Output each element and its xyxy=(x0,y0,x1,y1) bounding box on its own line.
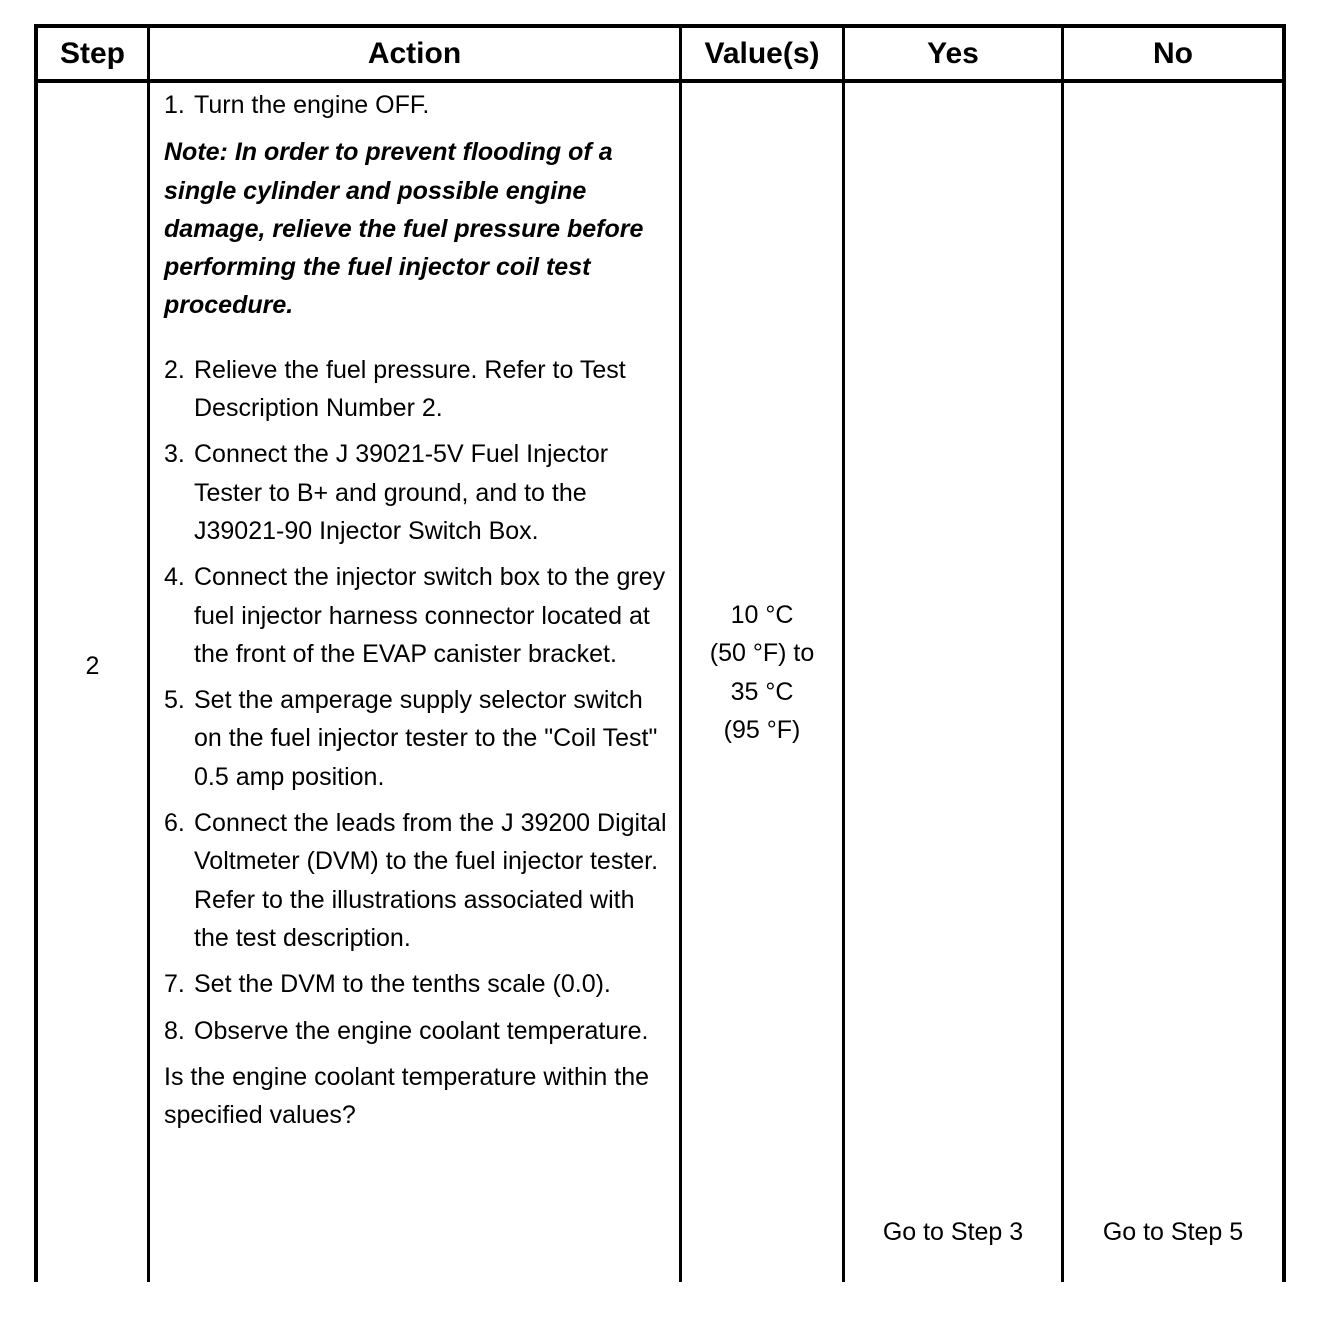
action-item xyxy=(164,435,669,550)
action-item xyxy=(164,558,669,673)
action-item-text: Set the DVM to the tenths scale (0.0). xyxy=(194,970,611,999)
action-item-number: 8. xyxy=(164,1016,185,1045)
header-divider xyxy=(34,79,1286,83)
warning-note: Note: In order to prevent flooding of a single cylinder and possible engine damage, relieve the fuel pressure before performing the fuel injector coil test procedure. xyxy=(164,138,644,320)
yes-result: Go to Step 3 xyxy=(882,1218,1024,1246)
value-line: (95 °F) xyxy=(723,715,801,744)
action-item-number: 7. xyxy=(164,970,185,999)
action-item xyxy=(164,804,669,957)
action-cell xyxy=(164,86,669,1134)
column-divider-yes xyxy=(1061,24,1064,1282)
no-result: Go to Step 5 xyxy=(1102,1218,1244,1246)
action-item-text: Turn the engine OFF. xyxy=(194,91,430,119)
action-item xyxy=(164,86,669,124)
action-item-number: 5. xyxy=(164,686,185,715)
action-item xyxy=(164,351,669,428)
action-item-text: Set the amperage supply selector switch on the fuel injector tester to the "Coil Test" 0.5 amp position. xyxy=(194,686,658,791)
action-item-text: Observe the engine coolant temperature. xyxy=(194,1016,649,1045)
table-right-border xyxy=(1282,24,1286,1282)
step-number: 2 xyxy=(85,652,100,680)
value-line: (50 °F) to xyxy=(709,639,815,668)
header-action: Action xyxy=(367,36,462,70)
action-item-number: 6. xyxy=(164,809,185,838)
value-line: 35 °C xyxy=(730,677,794,706)
diagnostic-table xyxy=(34,24,1286,1282)
action-item-text: Relieve the fuel pressure. Refer to Test Description Number 2. xyxy=(194,355,626,423)
header-no: No xyxy=(1153,36,1193,70)
action-item xyxy=(164,1012,669,1050)
action-items-list xyxy=(164,351,669,1050)
column-divider-step xyxy=(147,24,150,1282)
action-item-number: 3. xyxy=(164,440,185,469)
action-item-number: 1. xyxy=(164,91,185,119)
action-item-number: 4. xyxy=(164,563,185,592)
action-item-number: 2. xyxy=(164,355,185,384)
action-item-text: Connect the J 39021-5V Fuel Injector Tester to B+ and ground, and to the J39021-90 Injector Switch Box. xyxy=(194,440,609,545)
question-text: Is the engine coolant temperature within the specified values? xyxy=(164,1062,650,1130)
header-step: Step xyxy=(59,36,125,70)
action-item-text: Connect the injector switch box to the grey fuel injector harness connector located at the front of the EVAP canister bracket. xyxy=(194,563,666,668)
header-yes: Yes xyxy=(927,36,979,70)
action-item-text: Connect the leads from the J 39200 Digital Voltmeter (DVM) to the fuel injector tester. Refer to the illustrations associated with the test description. xyxy=(194,809,667,952)
action-item xyxy=(164,965,669,1003)
values-cell xyxy=(682,596,842,749)
column-divider-values xyxy=(842,24,845,1282)
value-line: 10 °C xyxy=(730,601,794,629)
action-item xyxy=(164,681,669,796)
header-values: Value(s) xyxy=(704,36,820,70)
